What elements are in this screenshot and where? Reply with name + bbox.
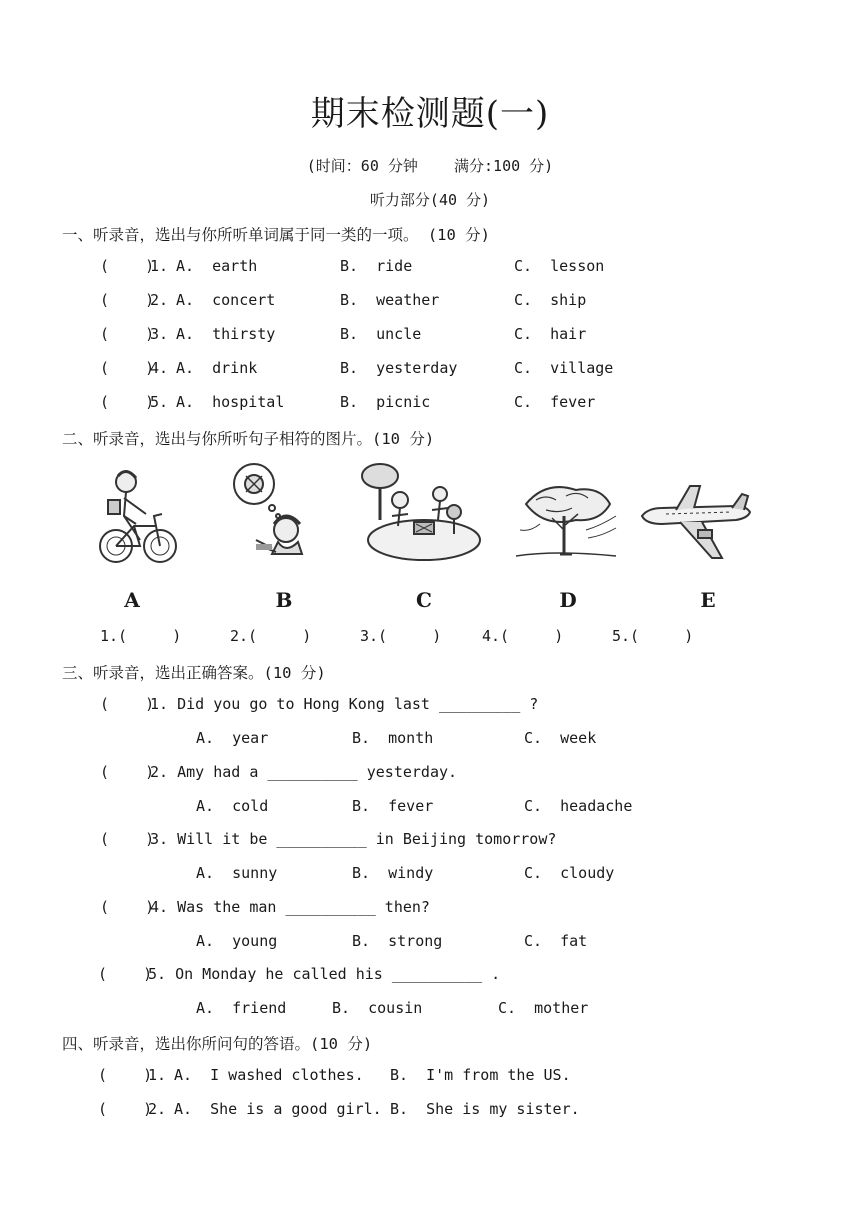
- option-a: A. year: [196, 729, 269, 747]
- option-a: A. hospital: [176, 393, 285, 411]
- answer-bracket[interactable]: ( ): [100, 257, 155, 275]
- answer-bracket[interactable]: ( ): [100, 695, 155, 713]
- answer-bracket[interactable]: ( ): [98, 1066, 153, 1084]
- option-c: C. lesson: [514, 257, 605, 275]
- item-number: 4.: [150, 359, 169, 377]
- question-text: 5. On Monday he called his __________ .: [148, 965, 501, 983]
- section-4-heading: 四、听录音，选出你所问句的答语。(10 分): [62, 1035, 373, 1053]
- option-b: B. windy: [352, 864, 434, 882]
- windy-tree-icon: [516, 480, 622, 560]
- option-c: C. village: [514, 359, 614, 377]
- option-a: A. concert: [176, 291, 276, 309]
- exam-meta: (时间：60 分钟 满分:100 分): [306, 157, 554, 175]
- option-b: B. uncle: [340, 325, 422, 343]
- option-a: A. sunny: [196, 864, 278, 882]
- item-number: 2.: [150, 291, 169, 309]
- option-b: B. picnic: [340, 393, 431, 411]
- option-b: B. ride: [340, 257, 413, 275]
- item-number: 3.: [150, 325, 169, 343]
- option-b: B. I'm from the US.: [390, 1066, 571, 1084]
- answer-bracket[interactable]: ( ): [98, 1100, 153, 1118]
- option-b: B. strong: [352, 932, 443, 950]
- item-number: 2.: [148, 1100, 167, 1118]
- option-c: C. fever: [514, 393, 596, 411]
- item-number: 1.: [150, 257, 169, 275]
- picture-label-c: C: [416, 588, 432, 612]
- airplane-icon: [636, 484, 754, 564]
- picture-answer-blank[interactable]: 5.( ): [612, 627, 694, 645]
- picture-label-b: B: [275, 588, 293, 612]
- section-3-heading: 三、听录音，选出正确答案。(10 分): [62, 664, 326, 682]
- picture-label-d: D: [559, 588, 577, 612]
- option-c: C. headache: [524, 797, 633, 815]
- picture-answer-blank[interactable]: 1.( ): [100, 627, 182, 645]
- picture-answer-blank[interactable]: 4.( ): [482, 627, 564, 645]
- answer-bracket[interactable]: ( ): [100, 359, 155, 377]
- option-a: A. drink: [176, 359, 258, 377]
- option-a: A. thirsty: [176, 325, 276, 343]
- boy-with-fever-thought-icon: [226, 462, 314, 558]
- picture-answer-blank[interactable]: 2.( ): [230, 627, 312, 645]
- question-text: 4. Was the man __________ then?: [150, 898, 430, 916]
- answer-bracket[interactable]: ( ): [100, 763, 155, 781]
- option-c: C. hair: [514, 325, 587, 343]
- picture-label-a: A: [124, 588, 140, 612]
- option-a: A. friend: [196, 999, 287, 1017]
- listening-section-header: 听力部分(40 分): [369, 191, 491, 209]
- answer-bracket[interactable]: ( ): [100, 325, 155, 343]
- answer-bracket[interactable]: ( ): [100, 898, 155, 916]
- answer-bracket[interactable]: ( ): [100, 291, 155, 309]
- answer-bracket[interactable]: ( ): [100, 830, 155, 848]
- option-b: B. month: [352, 729, 434, 747]
- picture-label-e: E: [700, 588, 716, 612]
- option-b: B. She is my sister.: [390, 1100, 580, 1118]
- option-a: A. young: [196, 932, 278, 950]
- option-b: B. fever: [352, 797, 434, 815]
- option-a: A. earth: [176, 257, 258, 275]
- option-a: A. I washed clothes.: [174, 1066, 364, 1084]
- option-c: C. mother: [498, 999, 589, 1017]
- section-1-heading: 一、听录音，选出与你所听单词属于同一类的一项。 (10 分): [62, 226, 490, 244]
- option-a: A. cold: [196, 797, 269, 815]
- item-number: 1.: [148, 1066, 167, 1084]
- question-text: 3. Will it be __________ in Beijing tomorrow?: [150, 830, 557, 848]
- option-b: B. weather: [340, 291, 440, 309]
- option-b: B. cousin: [332, 999, 423, 1017]
- answer-bracket[interactable]: ( ): [98, 965, 153, 983]
- option-a: A. She is a good girl.: [174, 1100, 382, 1118]
- option-c: C. fat: [524, 932, 588, 950]
- section-2-heading: 二、听录音，选出与你所听句子相符的图片。(10 分): [62, 430, 435, 448]
- option-b: B. yesterday: [340, 359, 458, 377]
- girl-riding-bike-icon: [96, 466, 180, 570]
- option-c: C. ship: [514, 291, 587, 309]
- question-text: 2. Amy had a __________ yesterday.: [150, 763, 458, 781]
- question-text: 1. Did you go to Hong Kong last _________ ?: [150, 695, 539, 713]
- answer-bracket[interactable]: ( ): [100, 393, 155, 411]
- option-c: C. cloudy: [524, 864, 615, 882]
- item-number: 5.: [150, 393, 169, 411]
- option-c: C. week: [524, 729, 597, 747]
- picture-answer-blank[interactable]: 3.( ): [360, 627, 442, 645]
- page-title: 期末检测题(一): [310, 94, 550, 134]
- family-picnic-icon: [356, 460, 482, 564]
